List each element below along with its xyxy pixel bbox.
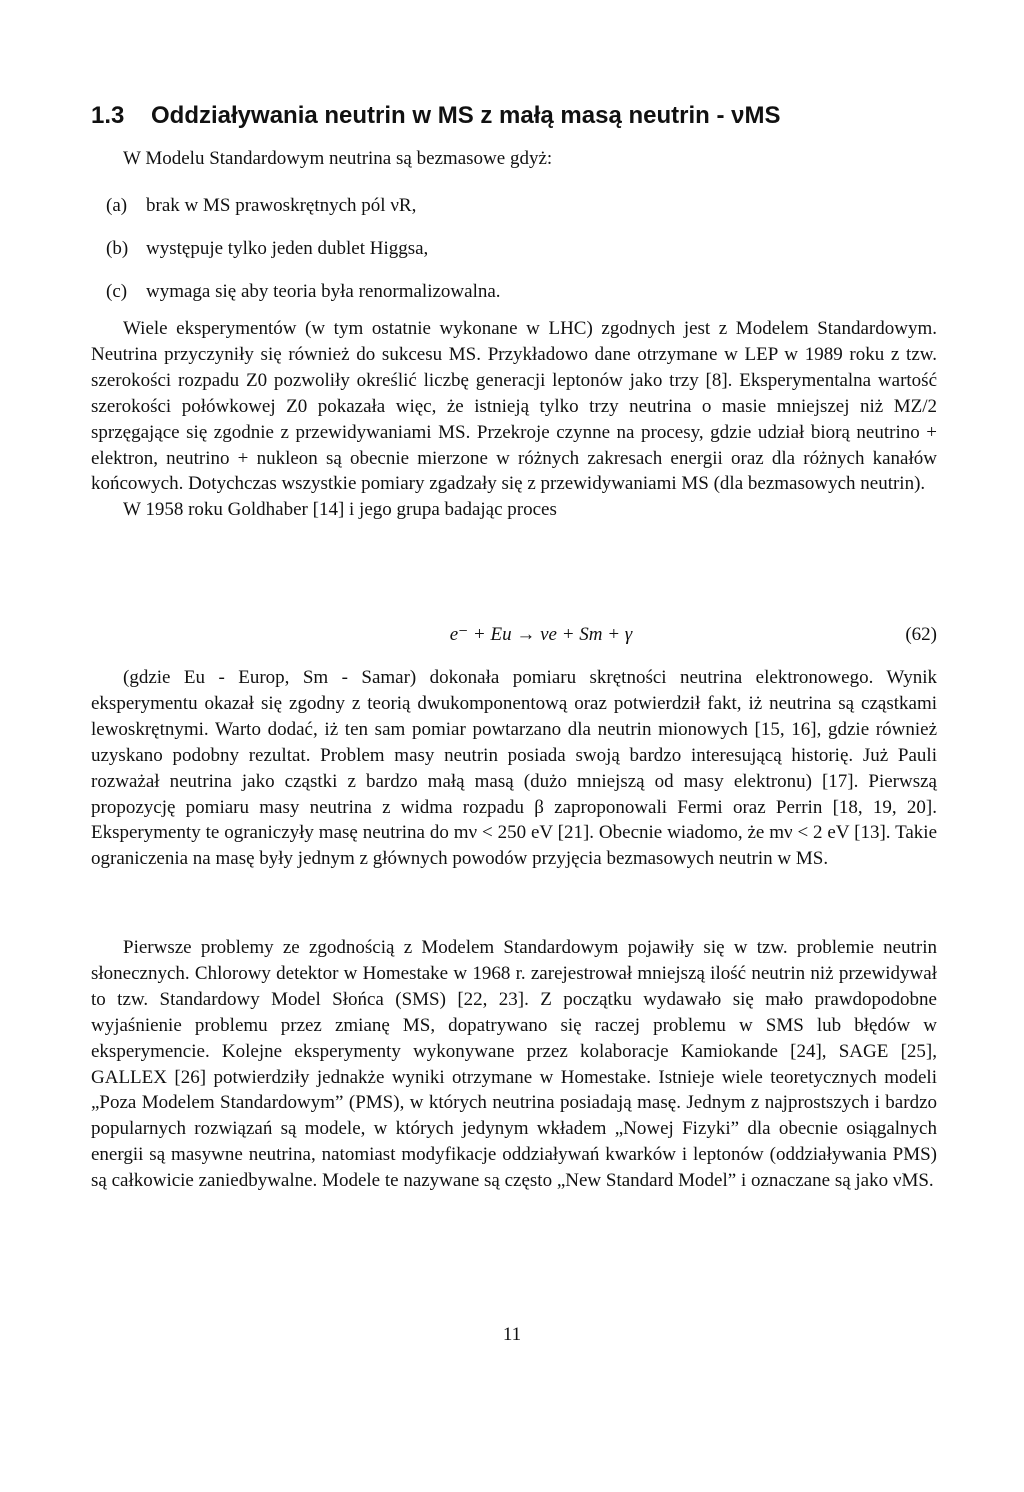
section-heading (91, 96, 951, 136)
paragraph-text: Pierwsze problemy ze zgodnością z Modelem Standardowym pojawiły się w tzw. problemie neutrin słonecznych. Chlorowy detektor w Homestake w 1968 r. zarejestrował mniejszą ilość neutrin niż przewidywał to tzw. Standardowy Model Słońca (SMS) [22, 23]. Z początku wydawało się mało prawdopodobne wyjaśnienie problemu przez zmianę MS, dopatrywano się raczej problemu w SMS lub błędów w eksperymencie. Kolejne eksperymenty wykonywane przez kolaboracje Kamiokande [24], SAGE [25], GALLEX [26] potwierdziły jednakże wyniki otrzymane w Homestake. Istnieje wiele teoretycznych modeli „Poza Modelem Standardowym” (PMS), w których neutrina posiadają masę. Jednym z najprostszych i bardzo popularnych rozwiązań są modele, w których jedynym wkładem „Nowej Fizyki” dla obecnie osiągalnych energii są masywne neutrina, natomiast modyfikacje oddziaływań kwarków i leptonów (oddziaływania PMS) są całkowicie zaniedbywalne. Modele te nazywane są często „New Standard Model” i oznaczane są jako νMS. (91, 937, 937, 1192)
section-number: 1.3 (91, 102, 125, 129)
paragraph-helicity (91, 665, 937, 872)
equation-number: (62) (905, 624, 937, 645)
list-marker: (c) (106, 281, 128, 302)
list-item (106, 236, 952, 279)
page-number: 11 (502, 1324, 522, 1345)
paragraph-text: (gdzie Eu - Europ, Sm - Samar) dokonała pomiaru skrętności neutrina elektronowego. Wynik eksperymentu okazał się zgodny z teorią dwukomponentową oraz potwierdził fakt, iż neutrina są cząstkami lewoskrętnymi. Warto dodać, iż ten sam pomiar powtarzano dla neutrin mionowych [15, 16], gdzie również uzyskano podobny rezultat. Problem masy neutrin posiada swoją bardzo interesującą historię. Już Pauli rozważał neutrina jako cząstki z bardzo małą masą (dużo mniejszą od masy elektronu) [17]. Pierwszą propozycję pomiaru masy neutrina z widma rozpadu β zaproponowali Fermi oraz Perrin [18, 19, 20]. Eksperymenty te ograniczyły masę neutrina do mν < 250 eV [21]. Obecnie wiadomo, że mν < 2 eV [13]. Takie ograniczenia na masę były jednym z głównych powodów przyjęcia bezmasowych neutrin w MS. (91, 667, 937, 870)
reasons-list (106, 193, 952, 322)
list-item-text: wymaga się aby teoria była renormalizowalna. (146, 281, 501, 302)
equation: e⁻ + Eu → νe + Sm + γ (449, 624, 633, 645)
paragraph-text: Wiele eksperymentów (w tym ostatnie wykonane w LHC) zgodnych jest z Modelem Standardowym. Neutrina przyczyniły się również do sukcesu MS. Przykładowo dane otrzymane w LEP w 1989 roku z tzw. szerokości rozpadu Z0 pozwoliły określić liczbę generacji leptonów jako trzy [8]. Eksperymentalna wartość szerokości połówkowej Z0 pokazała więc, że istnieją tylko trzy neutrina o masie mniejszej niż MZ/2 sprzęgające się zgodnie z przewidywaniami MS. Przekroje czynne na procesy, gdzie udział biorą neutrino + elektron, neutrino + nukleon są obecnie mierzone w różnych zakresach energii oraz dla różnych kanałów końcowych. Dotychczas wszystkie pomiary zgadzały się z przewidywaniami MS (dla bezmasowych neutrin). (91, 318, 937, 495)
paragraph-experiments (91, 316, 937, 523)
intro-sentence: W Modelu Standardowym neutrina są bezmasowe gdyż: (123, 148, 553, 169)
list-item (106, 193, 952, 236)
paragraph-solar-neutrinos (91, 935, 937, 1194)
list-item-text: występuje tylko jeden dublet Higgsa, (146, 238, 429, 259)
section-title: Oddziaływania neutrin w MS z małą masą neutrin - νMS (151, 102, 781, 129)
list-item-text: brak w MS prawoskrętnych pól νR, (146, 195, 417, 216)
paragraph-text: W 1958 roku Goldhaber [14] i jego grupa badając proces (123, 499, 557, 521)
list-marker: (b) (106, 238, 129, 259)
list-marker: (a) (106, 195, 128, 216)
equation-row (91, 620, 937, 650)
